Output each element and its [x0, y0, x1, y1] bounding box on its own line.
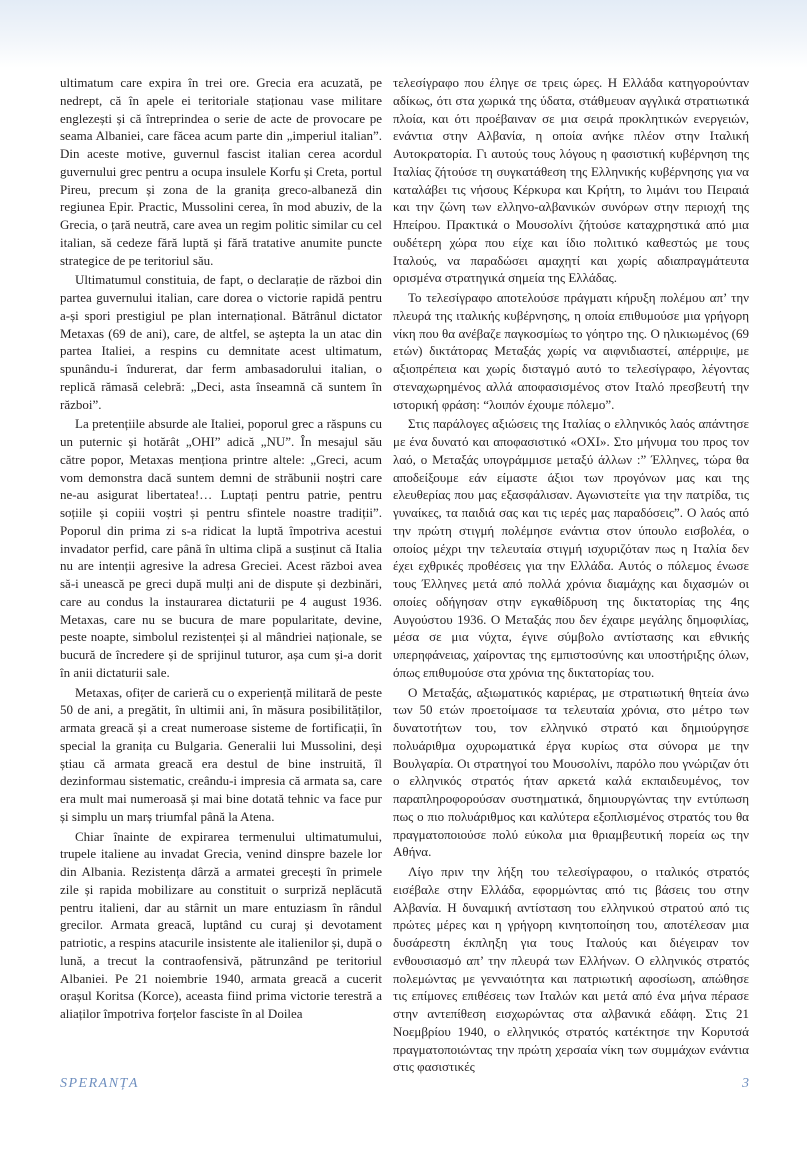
- paragraph: Chiar înainte de expirarea termenului ultimatumului, trupele italiene au invadat Grecia, venind dinspre bazele lor din Albania. Rezistența dârză a armatei grecești în primele zile și rapida mobilizare au constituit o surpriză neplăcută pentru italieni, dar au stârnit un mare entuziasm în rândul grecilor. Armata greacă, luptând cu curaj și devotament patriotic, a respins atacurile insistente ale italienilor și, după o lună, a trecut la contraofensivă, pătrunzând pe teritoriul Albaniei. Pe 21 noiembrie 1940, armata greacă a cucerit orașul Koritsa (Korce), aceasta fiind prima victorie terestră a aliaților împotriva forțelor fasciste în al Doilea: [60, 828, 382, 1021]
- paragraph: ultimatum care expira în trei ore. Grecia era acuzată, pe nedrept, că în apele ei teritoriale staționau vase militare englezești și că întreprindea o serie de acte de provocare pe seama Albaniei, care făcea acum parte din „imperiul italian”. Din aceste motive, guvernul fascist italian cerea acordul guvernului grec pentru a ocupa insulele Korfu și Creta, portul Pireu, precum și zona de la granița greco-albaneză din regiunea Epir. Practic, Mussolini cerea, în mod abuziv, de la Grecia, o țară neutră, care avea un regim politic similar cu cel italian, să cedeze fără luptă și fără tratative anumite puncte strategice de pe teritoriul său.: [60, 75, 382, 268]
- magazine-name: SPERANȚA: [60, 1076, 139, 1091]
- paragraph: Στις παράλογες αξιώσεις της Ιταλίας ο ελληνικός λαός απάντησε με ένα δυνατό και αποφασιστικό «ΟΧΙ». Στο μήνυμα του προς τον λαό, ο Μεταξάς υπογράμμισε μεταξύ άλλων :” Έλληνες, τώρα θα αποδείξουμε εάν είμαστε άξιοι των προγόνων μας και της ελευθερίας που μας εξασφάλισαν. Αγωνιστείτε για την πατρίδα, τις γυναίκες, τα παιδιά σας και τις ιερές μας παραδόσεις”. Ο λαός από την πρώτη στιγμή πολέμησε ενάντια στον ύπουλο εισβολέα, ο οποίος μέχρι την τελευταία στιγμή ισχυριζόταν πως η Ιταλία δεν έχει εχθρικές προθέσεις για την Ελλάδα. Αυτός ο πόλεμος ένωσε τους Έλληνες μετά από πολλά χρόνια διαμάχης και διχασμών οι οποίες οδήγησαν στην εγκαθίδρυση της δικτατορίας της 4ης Αυγούστου 1936. Ο Μεταξάς που δεν έχαιρε μεγάλης δημοφιλίας, μέσα σε μια νύχτα, έγινε σύμβολο αντίστασης και εθνικής υπερηφάνειας, χαίροντας της εμπιστοσύνης και υποστήριξης όλων, όπως επιθυμούσε στα χρόνια της δικτατορίας του.: [393, 416, 749, 680]
- greek-text-column: [393, 74, 749, 1074]
- paragraph: τελεσίγραφο που έληγε σε τρεις ώρες. Η Ελλάδα κατηγορούνταν αδίκως, ότι στα χωρικά της ύδατα, στάθμευαν αγγλικά στρατιωτικά πλοία, και ότι προέβαιναν σε μια σειρά προκλητικών ενεργειών, ενάντια στην Αλβανία, η οποία ανήκε πλέον στην Ιταλική Αυτοκρατορία. Γι αυτούς τους λόγους η φασιστική κυβέρνηση της Ιταλίας ζήτούσε τη συγκατάθεση της Ελληνικής κυβέρνησης για να καταλάβει τις νήσους Κέρκυρα και Κρήτη, το λιμάνι του Πειραιά και την ζώνη των ελληνο-αλβανικών συνόρων στην περιοχή της Ηπείρου. Πρακτικά ο Μουσολίνι ζήτούσε καταχρηστικά από μια ουδέτερη χώρα που είχε και ίδιο πολιτικό καθεστώς με τους Ιταλούς, να παραδώσει αμαχητί και χωρίς αδιαπραγμάτευτα ορισμένα στρατηγικά σημεία της Ελλάδας.: [393, 75, 749, 286]
- paragraph: Ultimatumul constituia, de fapt, o declarație de război din partea guvernului italian, care dorea o victorie rapidă pentru a-și spori prestigiul pe plan internațional. Bătrânul dictator Metaxas (69 de ani), care, de altfel, se aștepta la un atac din partea Italiei, a respins cu demnitate acest ultimatum, spunându-i îndurerat, dar ferm ambasadorului italian, o replică rămasă celebră: „Deci, asta înseamnă că suntem în război”.: [60, 272, 382, 412]
- paragraph: Το τελεσίγραφο αποτελούσε πράγματι κήρυξη πολέμου απ’ την πλευρά της ιταλικής κυβέρνησης, η οποία επιθυμούσε μια γρήγορη νίκη που θα ανέβαζε παγκοσμίως το γόητρο της. Ο ηλικιωμένος (69 ετών) δικτάτορας Μεταξάς χωρίς να αιφνιδιαστεί, απέρριψε, με αξιοπρέπεια και χωρίς δισταγμό αυτό το τελεσίγραφο, λέγοντας στεναχωρημένος αλλά αποφασισμένος στον Ιταλό πρεσβευτή την ιστορική φράση: “λοιπόν έχουμε πόλεμο”.: [393, 290, 749, 412]
- header-band: [0, 0, 807, 68]
- paragraph: Metaxas, ofițer de carieră cu o experiență militară de peste 50 de ani, a pregătit, în ultimii ani, în măsura posibilităților, armata greacă și a creat numeroase sisteme de fortificații, în special la granița cu Bulgaria. Generalii lui Mussolini, deși știau că armata greacă era destul de bine instruită, îl dezinformau sistematic, creându-i impresia că armata sa, care era mult mai numeroasă și mai bine dotată tehnic va face pur și simplu un marș triumfal până la Atena.: [60, 684, 382, 824]
- page-number: 3: [742, 1076, 749, 1091]
- romanian-text-column: [60, 74, 382, 1074]
- paragraph: La pretențiile absurde ale Italiei, poporul grec a răspuns cu un puternic și hotărât „OHI” adică „NU”. În mesajul său către popor, Metaxas menționa printre altele: „Greci, acum vom demonstra dacă suntem demni de străbunii noștri care ne-au asigurat libertatea!… Luptați pentru patrie, pentru soțiile și copiii voștri și pentru sfintele noastre tradiții”. Poporul din prima zi s-a ridicat la luptă împotriva acestui invadator perfid, care până în ultima clipă a susținut că Italia nu are intenții agresive la adresa Greciei. Acest război avea să-i unească pe greci după mulți ani de dispute și dezbinări, care au condus la instaurarea dictaturii pe 4 august 1936. Metaxas, care nu se bucura de mare popularitate, devine, peste noapte, simbolul rezistenței și al mândriei naționale, se bucură de încredere și de sprijinul tuturor, așa cum și-a dorit în anii dictaturii sale.: [60, 416, 382, 680]
- paragraph: Ο Μεταξάς, αξιωματικός καριέρας, με στρατιωτική θητεία άνω των 50 ετών προετοίμασε τα τελευταία χρόνια, στο μέτρο των δυνατοτήτων του, τον ελληνικό στρατό και δημιούργησε πολυάριθμα οχυρωματικά έργα κυρίως στα σύνορα με την Βουλγαρία. Οι στρατηγοί του Μουσολίνι, παρόλο που γνώριζαν ότι ο ελληνικός στρατός ήταν αρκετά καλά εκπαιδευμένος, τον παραπληροφορούσαν συστηματικά, δημιουργώντας την εντύπωση πως ο πιο πολυάριθμος και καλύτερα εξοπλισμένος στρατός του θα πραγματοποιούσε πολύ εύκολα μια θριαμβευτική πορεία ως την Αθήνα.: [393, 684, 749, 860]
- paragraph: Λίγο πριν την λήξη του τελεσίγραφου, ο ιταλικός στρατός εισέβαλε στην Ελλάδα, εφορμώντας από τις βάσεις του στην Αλβανία. Η δυναμική αντίσταση του ελληνικού στρατού από τις πρώτες μέρες και η γρήγορη κινητοποίηση του, αποτέλεσαν μια δυσάρεστη έκπληξη για τους Ιταλούς και διέγειραν τον ενθουσιασμό απ’ την πλευρά των Ελλήνων. Ο ελληνικός στρατός πολεμώντας με γενναιότητα και πατριωτική αφοσίωση, απώθησε τις επίμονες επιθέσεις των Ιταλών και μετά από ένα μήνα πέρασε στην αντεπίθεση εισχωρώντας στα αλβανικά εδάφη. Στις 21 Νοεμβρίου 1940, ο ελληνικός στρατός κατέκτησε την Κορυτσά πραγματοποιώντας την πρώτη χερσαία νίκη των συμμάχων ενάντια στις φασιστικές: [393, 864, 749, 1074]
- page-footer: [60, 1076, 749, 1096]
